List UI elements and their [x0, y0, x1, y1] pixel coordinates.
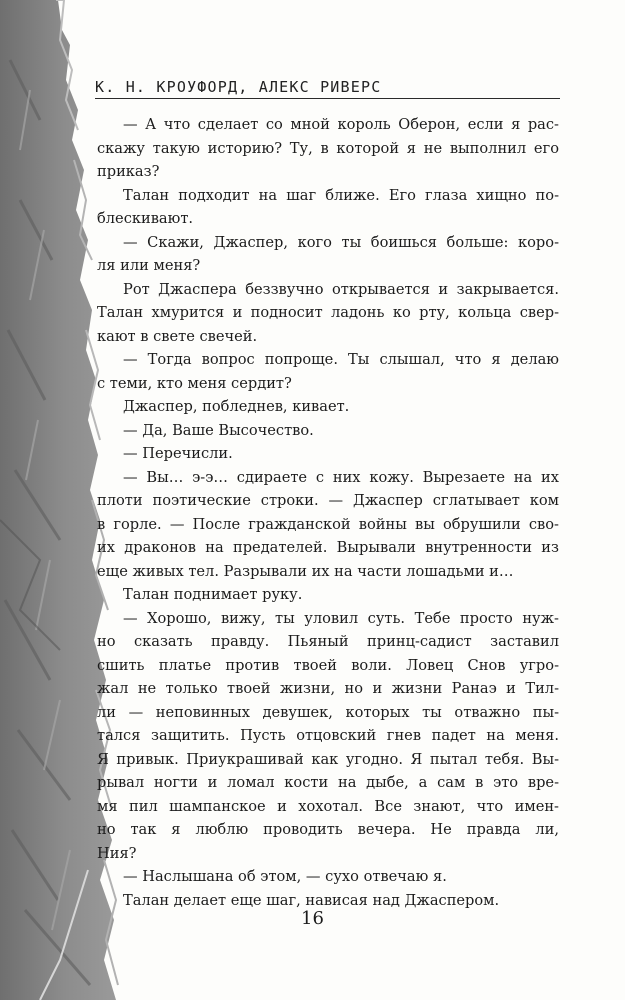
text-line: сшить платье против твоей воли. Ловец Снов угро- — [97, 656, 559, 674]
text-line: плоти поэтические строки. — Джаспер сглатывает ком — [97, 492, 559, 509]
text-line: Рот Джаспера беззвучно открывается и закрывается. — [123, 280, 559, 298]
paragraph — [97, 184, 559, 231]
paragraph — [97, 865, 559, 889]
text-line: Талан хмурится и подносит ладонь ко рту, кольца свер- — [97, 304, 559, 321]
text-line: в горле. — После гражданской войны вы обрушили сво- — [97, 515, 559, 533]
text-line: но сказать правду. Пьяный принц-садист заставил — [97, 633, 559, 650]
text-line: их драконов на предателей. Вырывали внутренности из — [97, 539, 559, 556]
text-line: — Перечисли. — [123, 445, 233, 462]
paragraph — [97, 113, 559, 184]
text-line: — А что сделает со мной король Оберон, если я рас- — [123, 116, 559, 133]
text-line: ли — неповинных девушек, которых ты отважно пы- — [97, 703, 559, 721]
page-number: 16 — [301, 908, 324, 929]
text-line: жал не только твоей жизни, но и жизни Ранаэ и Тил- — [97, 680, 559, 697]
running-head: К. Н. КРОУФОРД, АЛЕКС РИВЕРС — [95, 78, 560, 99]
paragraph — [97, 231, 559, 278]
paragraph — [97, 442, 559, 466]
text-line: ля или меня? — [97, 257, 201, 274]
text-line: мя пил шампанское и хохотал. Все знают, что имен- — [97, 797, 559, 815]
body-text — [97, 113, 559, 912]
paragraph — [97, 348, 559, 395]
paragraph — [97, 583, 559, 607]
paragraph — [97, 419, 559, 443]
text-line: Талан поднимает руку. — [123, 586, 303, 603]
text-line: — Наслышана об этом, — сухо отвечаю я. — [123, 868, 447, 885]
text-line: рывал ногти и ломал кости на дыбе, а сам в это вре- — [97, 774, 559, 791]
paragraph — [97, 278, 559, 349]
text-line: скажу такую историю? Ту, в которой я не выполнил его — [97, 139, 559, 157]
text-line: тался защитить. Пусть отцовский гнев падет на меня. — [97, 727, 559, 744]
text-line: Джаспер, побледнев, кивает. — [123, 398, 350, 415]
paragraph — [97, 466, 559, 584]
paragraph — [97, 607, 559, 866]
text-line: — Да, Ваше Высочество. — [123, 421, 314, 439]
text-line: — Тогда вопрос попроще. Ты слышал, что я делаю — [123, 351, 559, 368]
text-line: Талан подходит на шаг ближе. Его глаза хищно по- — [123, 186, 559, 204]
text-line: Талан делает еще шаг, нависая над Джаспером. — [123, 891, 500, 909]
text-line: еще живых тел. Разрывали их на части лошадьми и… — [97, 562, 514, 580]
text-line: блескивают. — [97, 210, 194, 227]
text-line: Я привык. Приукрашивай как угодно. Я пытал тебя. Вы- — [97, 750, 559, 768]
text-line: — Хорошо, вижу, ты уловил суть. Тебе просто нуж- — [123, 609, 559, 627]
text-line: приказ? — [97, 163, 160, 180]
text-line: Ния? — [97, 844, 137, 862]
paragraph — [97, 395, 559, 419]
text-line: кают в свете свечей. — [97, 327, 258, 345]
text-line: но так я люблю проводить вечера. Не правда ли, — [97, 821, 559, 838]
text-line: с теми, кто меня сердит? — [97, 374, 292, 392]
text-line: — Скажи, Джаспер, кого ты боишься больше: коро- — [123, 233, 559, 251]
text-line: — Вы… э-э… сдираете с них кожу. Вырезаете на их — [123, 468, 559, 486]
